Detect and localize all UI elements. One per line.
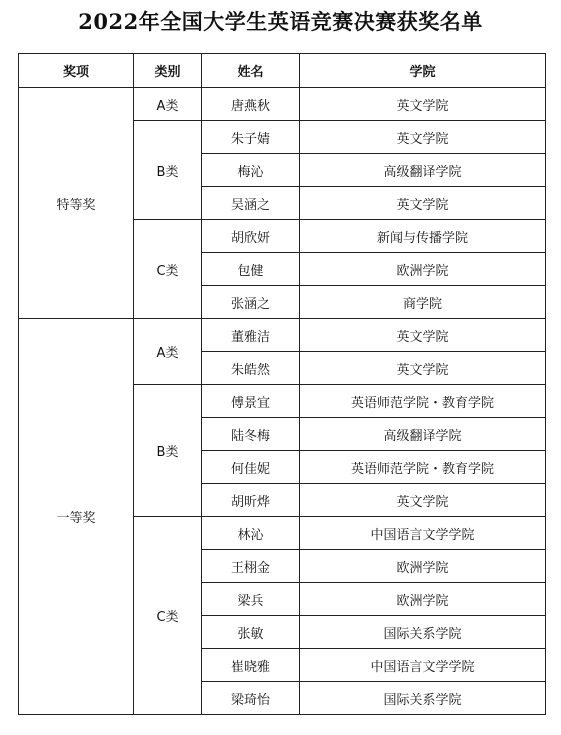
college-cell: 英语师范学院・教育学院 <box>300 451 546 484</box>
college-cell: 欧洲学院 <box>300 583 546 616</box>
header-category: 类别 <box>134 54 202 88</box>
table-body <box>19 88 546 715</box>
college-cell: 中国语言文学学院 <box>300 649 546 682</box>
name-cell: 梅沁 <box>202 154 300 187</box>
table-row <box>19 319 546 352</box>
college-cell: 欧洲学院 <box>300 253 546 286</box>
college-cell: 高级翻译学院 <box>300 154 546 187</box>
award-table <box>18 53 546 715</box>
name-cell: 王栩金 <box>202 550 300 583</box>
table-row <box>19 88 546 121</box>
category-cell: A类 <box>134 88 202 121</box>
college-cell: 欧洲学院 <box>300 550 546 583</box>
college-cell: 英文学院 <box>300 352 546 385</box>
college-cell: 新闻与传播学院 <box>300 220 546 253</box>
name-cell: 包健 <box>202 253 300 286</box>
college-cell: 英文学院 <box>300 484 546 517</box>
name-cell: 胡欣妍 <box>202 220 300 253</box>
college-cell: 英文学院 <box>300 187 546 220</box>
name-cell: 何佳妮 <box>202 451 300 484</box>
name-cell: 董雅洁 <box>202 319 300 352</box>
college-cell: 商学院 <box>300 286 546 319</box>
header-award: 奖项 <box>19 54 134 88</box>
category-cell: C类 <box>134 517 202 715</box>
award-cell: 特等奖 <box>19 88 134 319</box>
college-cell: 英文学院 <box>300 88 546 121</box>
page-title: 2022年全国大学生英语竞赛决赛获奖名单 <box>78 9 483 34</box>
header-name: 姓名 <box>202 54 300 88</box>
college-cell: 国际关系学院 <box>300 616 546 649</box>
name-cell: 朱子婧 <box>202 121 300 154</box>
name-cell: 林沁 <box>202 517 300 550</box>
college-cell: 英文学院 <box>300 121 546 154</box>
name-cell: 崔晓雅 <box>202 649 300 682</box>
name-cell: 胡昕烨 <box>202 484 300 517</box>
header-college: 学院 <box>300 54 546 88</box>
name-cell: 陆冬梅 <box>202 418 300 451</box>
name-cell: 吴涵之 <box>202 187 300 220</box>
name-cell: 梁琦怡 <box>202 682 300 715</box>
name-cell: 张涵之 <box>202 286 300 319</box>
college-cell: 高级翻译学院 <box>300 418 546 451</box>
category-cell: B类 <box>134 121 202 220</box>
name-cell: 梁兵 <box>202 583 300 616</box>
award-cell: 一等奖 <box>19 319 134 715</box>
college-cell: 国际关系学院 <box>300 682 546 715</box>
name-cell: 朱皓然 <box>202 352 300 385</box>
college-cell: 英语师范学院・教育学院 <box>300 385 546 418</box>
category-cell: A类 <box>134 319 202 385</box>
category-cell: B类 <box>134 385 202 517</box>
category-cell: C类 <box>134 220 202 319</box>
college-cell: 中国语言文学学院 <box>300 517 546 550</box>
college-cell: 英文学院 <box>300 319 546 352</box>
name-cell: 傅景宜 <box>202 385 300 418</box>
name-cell: 唐燕秋 <box>202 88 300 121</box>
name-cell: 张敏 <box>202 616 300 649</box>
table-header-row <box>19 54 546 88</box>
